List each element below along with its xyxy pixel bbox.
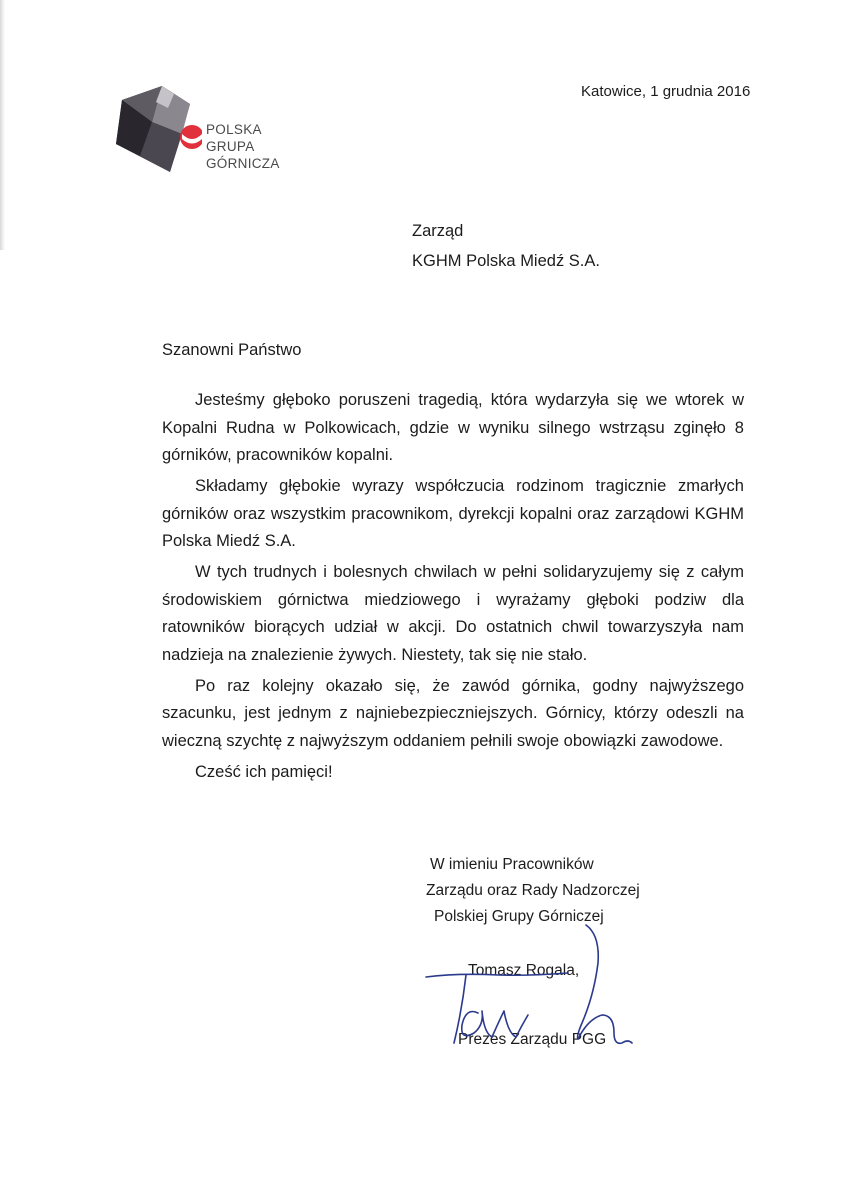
recipient-line-2: KGHM Polska Miedź S.A. bbox=[412, 252, 600, 270]
paragraph-3-text: W tych trudnych i bolesnych chwilach w pełni solidaryzujemy się z całym środowiskiem górnictwa miedziowego i wyrażamy głęboki podziw dla ratowników biorących udział w akcji. Do ostatnich chwil towarzyszyła nam nadzieja na znalezienie żywych. Niestety, tak się nie stało. bbox=[162, 563, 744, 664]
paragraph-2 bbox=[162, 473, 744, 556]
company-logo bbox=[112, 84, 312, 174]
logo-line-2: GÓRNICZA bbox=[206, 156, 280, 171]
handwritten-signature bbox=[418, 915, 638, 1065]
logo-text bbox=[206, 121, 312, 172]
closing-line-3: Polskiej Grupy Górniczej bbox=[434, 908, 604, 925]
signer-role: Prezes Zarządu PGG bbox=[458, 1031, 607, 1048]
scan-edge bbox=[0, 0, 5, 250]
paragraph-2-text: Składamy głębokie wyrazy współczucia rodzinom tragicznie zmarłych górników oraz wszystkim pracownikom, dyrekcji kopalni oraz zarządowi KGHM Polska Miedź S.A. bbox=[162, 477, 744, 550]
paragraph-1 bbox=[162, 387, 744, 470]
paragraph-5 bbox=[162, 759, 744, 787]
paragraph-4 bbox=[162, 673, 744, 756]
paragraph-4-text: Po raz kolejny okazało się, że zawód górnika, godny najwyższego szacunku, jest jednym z najniebezpieczniejszych. Górnicy, którzy odeszli na wieczną szychtę z najwyższym oddaniem pełnili swoje obowiązki zawodowe. bbox=[162, 676, 744, 750]
recipient-line-1: Zarząd bbox=[412, 222, 464, 240]
logo-line-1: POLSKA GRUPA bbox=[206, 122, 262, 154]
letter-body bbox=[162, 387, 744, 790]
salutation: Szanowni Państwo bbox=[162, 341, 302, 359]
closing-line-2: Zarządu oraz Rady Nadzorczej bbox=[426, 882, 640, 899]
paragraph-3 bbox=[162, 559, 744, 669]
recipient-block bbox=[412, 216, 600, 276]
logo-mark-icon bbox=[112, 84, 202, 174]
paragraph-5-text: Cześć ich pamięci! bbox=[195, 762, 333, 781]
letter-date: Katowice, 1 grudnia 2016 bbox=[581, 83, 751, 100]
paragraph-1-text: Jesteśmy głęboko poruszeni tragedią, która wydarzyła się we wtorek w Kopalni Rudna w Polkowicach, gdzie w wyniku silnego wstrząsu zginęło 8 górników, pracowników kopalni. bbox=[162, 391, 744, 464]
signer-name: Tomasz Rogala, bbox=[468, 962, 580, 979]
closing-line-1: W imieniu Pracowników bbox=[430, 856, 594, 873]
